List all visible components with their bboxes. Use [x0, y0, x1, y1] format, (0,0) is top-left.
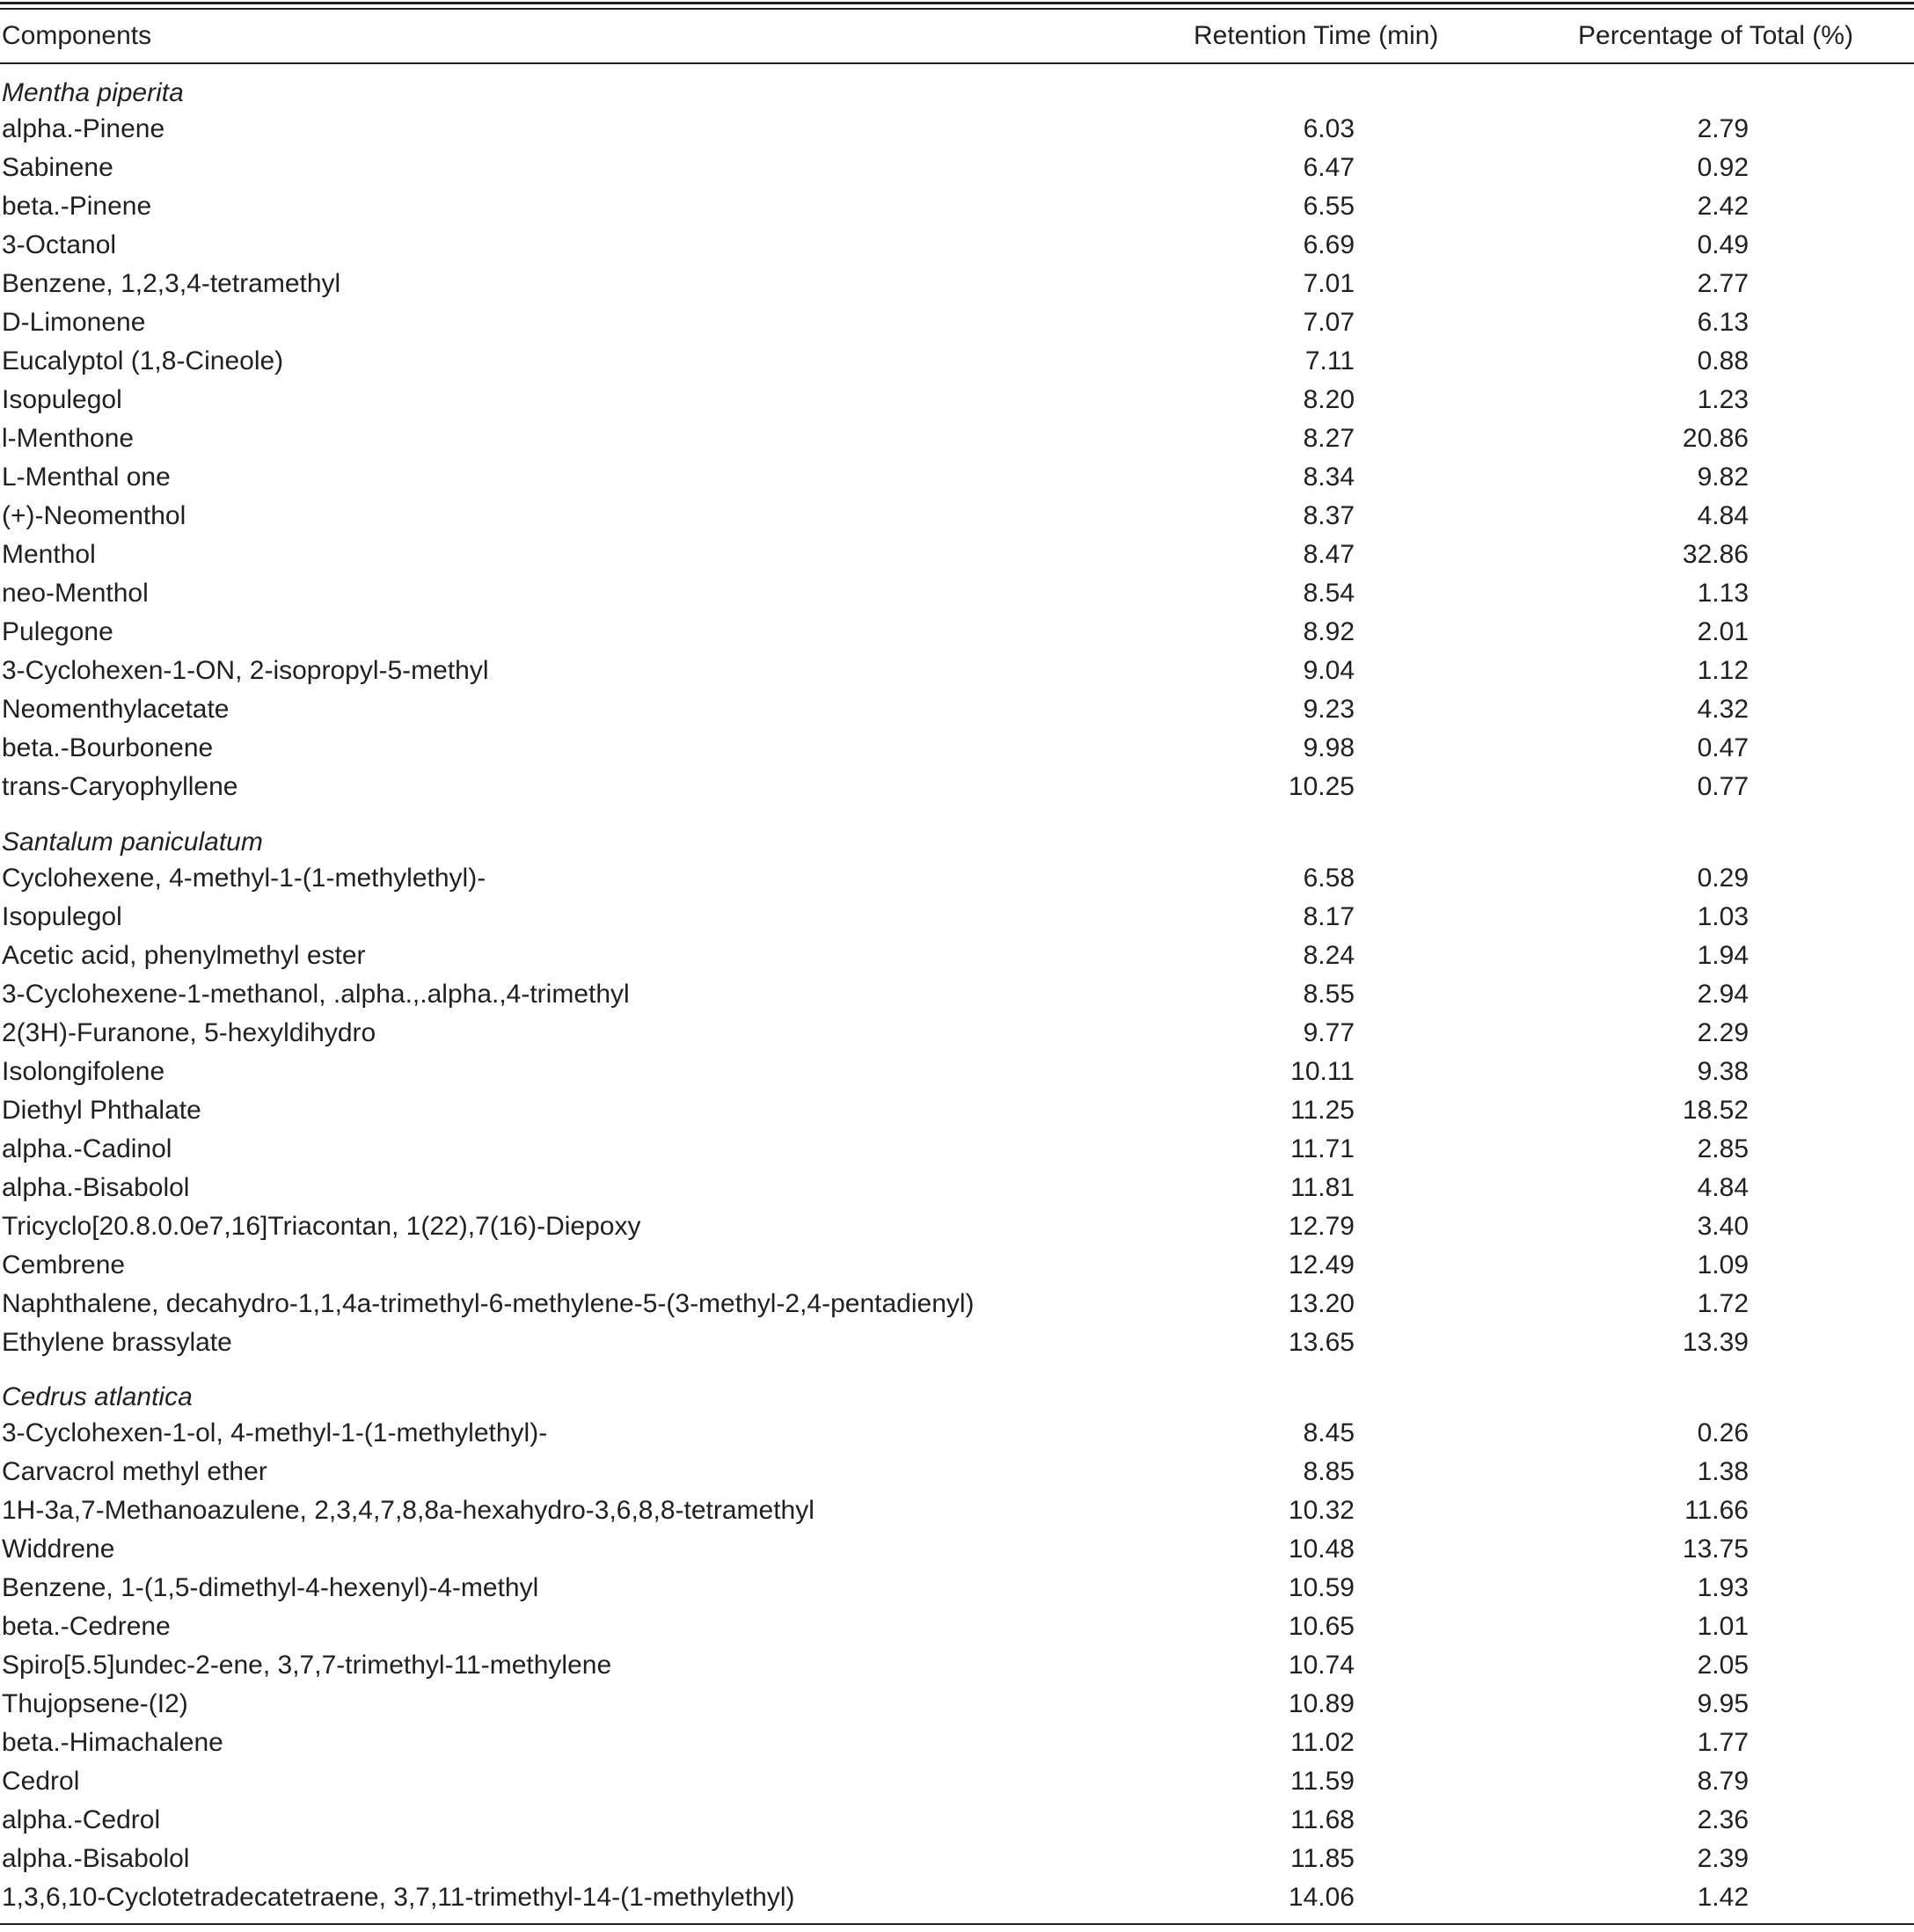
retention-time-value: 8.17 — [1303, 902, 1355, 931]
retention-time-value: 6.47 — [1303, 153, 1355, 182]
table-row — [0, 937, 1914, 975]
retention-time-value: 6.03 — [1303, 114, 1355, 143]
percentage-value: 13.39 — [1682, 1328, 1749, 1357]
component-name: Spiro[5.5]undec-2-ene, 3,7,7-trimethyl-11-methylene — [2, 1651, 612, 1680]
table-row — [0, 1608, 1914, 1646]
component-name: neo-Menthol — [2, 579, 149, 608]
retention-time-value: 6.69 — [1303, 230, 1355, 259]
component-name: 3-Octanol — [2, 230, 117, 259]
component-name: L-Menthal one — [2, 463, 171, 492]
component-name: beta.-Himachalene — [2, 1728, 223, 1757]
bottom-rule — [0, 1923, 1914, 1925]
table-row — [0, 729, 1914, 768]
component-name: Tricyclo[20.8.0.0e7,16]Triacontan, 1(22),7(16)-Diepoxy — [2, 1212, 641, 1241]
retention-time-value: 13.65 — [1288, 1328, 1355, 1357]
percentage-value: 0.47 — [1697, 733, 1749, 762]
retention-time-value: 10.65 — [1288, 1612, 1355, 1641]
percentage-value: 20.86 — [1682, 424, 1749, 453]
top-rule-inner — [0, 8, 1914, 10]
component-name: Thujopsene-(I2) — [2, 1689, 188, 1718]
table-row — [0, 1840, 1914, 1878]
table-row — [0, 1207, 1914, 1246]
table-row — [0, 1646, 1914, 1685]
retention-time-value: 6.58 — [1303, 864, 1355, 893]
component-name: Menthol — [2, 540, 96, 569]
group-name: Mentha piperita — [2, 78, 184, 107]
component-name: alpha.-Pinene — [2, 114, 165, 143]
table-row — [0, 1246, 1914, 1285]
table-row — [0, 226, 1914, 265]
retention-time-value: 8.54 — [1303, 579, 1355, 608]
component-name: Naphthalene, decahydro-1,1,4a-trimethyl-6-methylene-5-(3-methyl-2,4-pentadienyl) — [2, 1289, 975, 1318]
component-name: Neomenthylacetate — [2, 695, 230, 724]
table-row — [0, 1530, 1914, 1569]
table-row — [0, 1724, 1914, 1762]
percentage-value: 2.29 — [1697, 1018, 1749, 1047]
table-row — [0, 1091, 1914, 1130]
percentage-value: 3.40 — [1697, 1212, 1749, 1241]
top-rule — [0, 2, 1914, 4]
group-name: Cedrus atlantica — [2, 1382, 193, 1411]
component-name: Ethylene brassylate — [2, 1328, 232, 1357]
percentage-value: 4.84 — [1697, 501, 1749, 530]
retention-time-value: 10.32 — [1288, 1496, 1355, 1525]
retention-time-value: 11.59 — [1290, 1767, 1355, 1796]
table-row — [0, 1569, 1914, 1608]
percentage-value: 1.03 — [1697, 902, 1749, 931]
component-name: Diethyl Phthalate — [2, 1096, 201, 1125]
percentage-value: 2.42 — [1697, 192, 1749, 221]
table-row — [0, 768, 1914, 806]
percentage-value: 4.84 — [1697, 1173, 1749, 1202]
percentage-value: 2.36 — [1697, 1805, 1749, 1834]
component-name: Carvacrol methyl ether — [2, 1457, 267, 1486]
component-name: Benzene, 1-(1,5-dimethyl-4-hexenyl)-4-methyl — [2, 1573, 539, 1602]
component-name: 3-Cyclohexen-1-ol, 4-methyl-1-(1-methylethyl)- — [2, 1418, 548, 1447]
component-name: Widdrene — [2, 1535, 115, 1564]
table-row — [0, 613, 1914, 652]
table-row — [0, 652, 1914, 690]
component-name: alpha.-Cadinol — [2, 1134, 172, 1163]
percentage-value: 0.92 — [1697, 153, 1749, 182]
percentage-value: 1.77 — [1697, 1728, 1749, 1757]
retention-time-value: 13.20 — [1288, 1289, 1355, 1318]
percentage-value: 1.42 — [1697, 1883, 1749, 1912]
table-row — [0, 690, 1914, 729]
component-name: trans-Caryophyllene — [2, 772, 238, 801]
retention-time-value: 8.34 — [1303, 463, 1355, 492]
retention-time-value: 8.24 — [1303, 941, 1355, 970]
component-name: beta.-Cedrene — [2, 1612, 171, 1641]
retention-time-value: 8.37 — [1303, 501, 1355, 530]
table-row — [0, 265, 1914, 303]
retention-time-value: 6.55 — [1303, 192, 1355, 221]
retention-time-value: 7.11 — [1304, 346, 1355, 375]
component-name: alpha.-Bisabolol — [2, 1844, 190, 1873]
retention-time-value: 9.98 — [1303, 733, 1355, 762]
retention-time-value: 10.25 — [1288, 772, 1355, 801]
retention-time-value: 8.85 — [1303, 1457, 1355, 1486]
table-row — [0, 536, 1914, 574]
table-row — [0, 110, 1914, 149]
percentage-value: 0.49 — [1697, 230, 1749, 259]
percentage-value: 2.39 — [1697, 1844, 1749, 1873]
component-name: Pulegone — [2, 617, 113, 646]
percentage-value: 1.72 — [1697, 1289, 1749, 1318]
percentage-value: 2.94 — [1697, 980, 1749, 1009]
table-row — [0, 381, 1914, 419]
table-header — [0, 17, 1914, 55]
group-name: Santalum paniculatum — [2, 827, 263, 857]
table-row — [0, 859, 1914, 898]
table-row — [0, 1491, 1914, 1530]
component-name: Acetic acid, phenylmethyl ester — [2, 941, 366, 970]
table-row — [0, 1169, 1914, 1207]
component-name: Cedrol — [2, 1767, 80, 1796]
retention-time-value: 8.55 — [1303, 980, 1355, 1009]
percentage-value: 1.93 — [1697, 1573, 1749, 1602]
retention-time-value: 11.81 — [1290, 1173, 1355, 1202]
retention-time-value: 11.68 — [1290, 1805, 1355, 1834]
header-percentage: Percentage of Total (%) — [1578, 21, 1853, 50]
component-name: Eucalyptol (1,8-Cineole) — [2, 346, 284, 375]
retention-time-value: 11.25 — [1290, 1096, 1355, 1125]
component-name: 1H-3a,7-Methanoazulene, 2,3,4,7,8,8a-hexahydro-3,6,8,8-tetramethyl — [2, 1496, 815, 1525]
retention-time-value: 11.02 — [1290, 1728, 1355, 1757]
table-row — [0, 1414, 1914, 1453]
table-row — [0, 1801, 1914, 1840]
percentage-value: 8.79 — [1697, 1767, 1749, 1796]
component-name: D-Limonene — [2, 308, 146, 337]
percentage-value: 0.77 — [1697, 772, 1749, 801]
retention-time-value: 7.07 — [1303, 308, 1355, 337]
component-name: Isolongifolene — [2, 1057, 165, 1086]
retention-time-value: 10.11 — [1290, 1057, 1355, 1086]
percentage-value: 9.82 — [1697, 463, 1749, 492]
retention-time-value: 14.06 — [1288, 1883, 1355, 1912]
header-components: Components — [2, 21, 152, 50]
table-row — [0, 1285, 1914, 1323]
group-heading-row — [0, 74, 1914, 113]
percentage-value: 2.05 — [1697, 1651, 1749, 1680]
percentage-value: 2.77 — [1697, 269, 1749, 298]
retention-time-value: 10.59 — [1288, 1573, 1355, 1602]
header-rule — [0, 62, 1914, 64]
retention-time-value: 8.45 — [1303, 1418, 1355, 1447]
percentage-value: 11.66 — [1684, 1496, 1749, 1525]
retention-time-value: 8.47 — [1303, 540, 1355, 569]
component-name: Isopulegol — [2, 385, 122, 414]
header-retention-time: Retention Time (min) — [1194, 21, 1439, 50]
component-name: Cembrene — [2, 1250, 126, 1279]
component-name: Cyclohexene, 4-methyl-1-(1-methylethyl)- — [2, 864, 486, 893]
component-name: alpha.-Bisabolol — [2, 1173, 190, 1202]
component-name: alpha.-Cedrol — [2, 1805, 161, 1834]
table-row — [0, 1878, 1914, 1917]
percentage-value: 1.09 — [1697, 1250, 1749, 1279]
component-name: Isopulegol — [2, 902, 122, 931]
percentage-value: 6.13 — [1697, 308, 1749, 337]
percentage-value: 1.12 — [1697, 656, 1749, 685]
percentage-value: 2.01 — [1697, 617, 1749, 646]
table-row — [0, 1453, 1914, 1491]
table-row — [0, 303, 1914, 342]
retention-time-value: 8.20 — [1303, 385, 1355, 414]
component-name: l-Menthone — [2, 424, 135, 453]
retention-time-value: 12.49 — [1288, 1250, 1355, 1279]
percentage-value: 13.75 — [1682, 1535, 1749, 1564]
percentage-value: 0.26 — [1697, 1418, 1749, 1447]
group-heading-row — [0, 823, 1914, 862]
retention-time-value: 10.48 — [1288, 1535, 1355, 1564]
retention-time-value: 11.71 — [1290, 1134, 1355, 1163]
retention-time-value: 12.79 — [1288, 1212, 1355, 1241]
percentage-value: 9.95 — [1697, 1689, 1749, 1718]
retention-time-value: 10.74 — [1288, 1651, 1355, 1680]
component-name: Benzene, 1,2,3,4-tetramethyl — [2, 269, 341, 298]
table-row — [0, 187, 1914, 226]
percentage-value: 9.38 — [1697, 1057, 1749, 1086]
table-row — [0, 149, 1914, 187]
component-name: beta.-Pinene — [2, 192, 152, 221]
retention-time-value: 11.85 — [1290, 1844, 1355, 1873]
percentage-value: 2.85 — [1697, 1134, 1749, 1163]
table-row — [0, 1323, 1914, 1362]
percentage-value: 1.94 — [1697, 941, 1749, 970]
component-name: 2(3H)-Furanone, 5-hexyldihydro — [2, 1018, 376, 1047]
percentage-value: 1.01 — [1697, 1612, 1749, 1641]
table-row — [0, 1130, 1914, 1169]
table-row — [0, 574, 1914, 613]
percentage-value: 0.29 — [1697, 864, 1749, 893]
retention-time-value: 7.01 — [1303, 269, 1355, 298]
retention-time-value: 9.04 — [1303, 656, 1355, 685]
retention-time-value: 9.77 — [1303, 1018, 1355, 1047]
retention-time-value: 10.89 — [1288, 1689, 1355, 1718]
percentage-value: 1.38 — [1697, 1457, 1749, 1486]
component-name: 1,3,6,10-Cyclotetradecatetraene, 3,7,11-trimethyl-14-(1-methylethyl) — [2, 1883, 795, 1912]
percentage-value: 4.32 — [1697, 695, 1749, 724]
group-heading-row — [0, 1378, 1914, 1417]
table-row — [0, 1053, 1914, 1091]
retention-time-value: 9.23 — [1303, 695, 1355, 724]
component-name: (+)-Neomenthol — [2, 501, 186, 530]
retention-time-value: 8.27 — [1303, 424, 1355, 453]
component-name: beta.-Bourbonene — [2, 733, 214, 762]
table-row — [0, 1762, 1914, 1801]
percentage-value: 0.88 — [1697, 346, 1749, 375]
percentage-value: 18.52 — [1682, 1096, 1749, 1125]
table-row — [0, 497, 1914, 536]
table-row — [0, 1685, 1914, 1724]
table-row — [0, 898, 1914, 937]
component-name: Sabinene — [2, 153, 113, 182]
percentage-value: 32.86 — [1682, 540, 1749, 569]
percentage-value: 1.23 — [1697, 385, 1749, 414]
percentage-value: 2.79 — [1697, 114, 1749, 143]
table-row — [0, 1014, 1914, 1053]
table-row — [0, 342, 1914, 381]
component-name: 3-Cyclohexene-1-methanol, .alpha.,.alpha.,4-trimethyl — [2, 980, 630, 1009]
component-name: 3-Cyclohexen-1-ON, 2-isopropyl-5-methyl — [2, 656, 489, 685]
percentage-value: 1.13 — [1697, 579, 1749, 608]
table-row — [0, 419, 1914, 458]
table-row — [0, 975, 1914, 1014]
retention-time-value: 8.92 — [1303, 617, 1355, 646]
table-row — [0, 458, 1914, 497]
